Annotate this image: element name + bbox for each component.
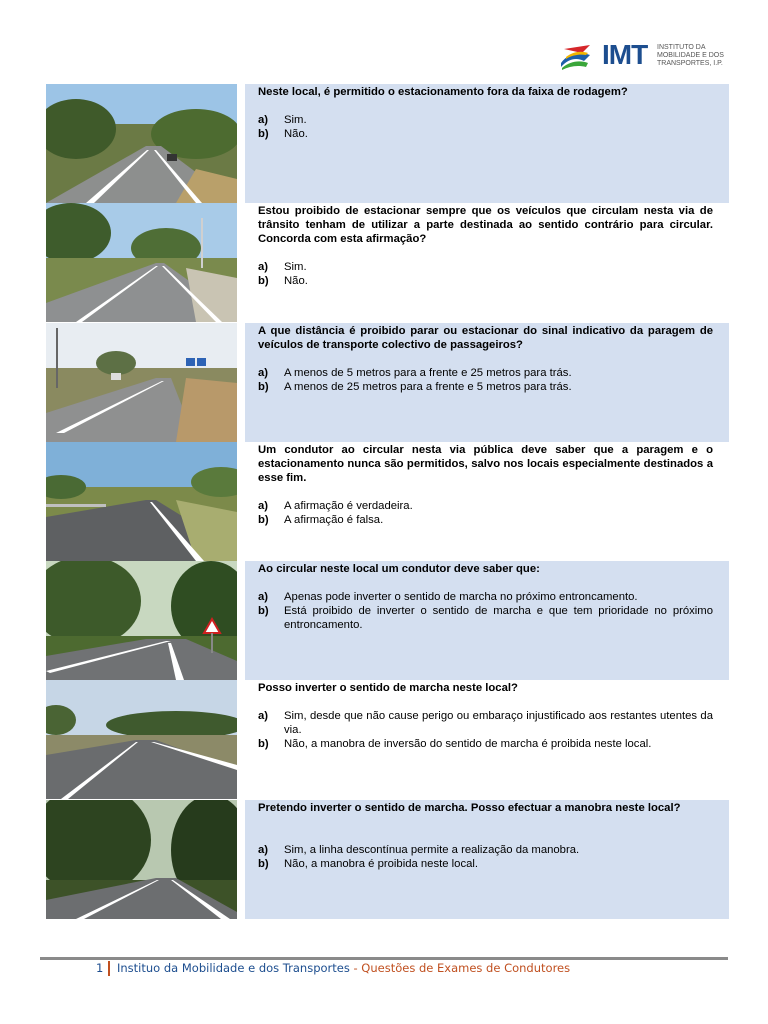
question-box xyxy=(245,203,729,322)
answer-letter: a) xyxy=(258,499,269,512)
question-box xyxy=(245,561,729,680)
question-text: A que distância é proibido parar ou estacionar do sinal indicativo da paragem de veículos de transporte colectivo de passageiros? xyxy=(258,324,713,351)
road-photo xyxy=(46,442,237,561)
answer-list xyxy=(258,366,713,394)
footer-separator xyxy=(108,961,110,976)
answer-letter: b) xyxy=(258,605,269,618)
question-row xyxy=(46,561,729,680)
answer-text: A menos de 25 metros para a frente e 5 metros para trás. xyxy=(284,380,572,393)
answer-letter: a) xyxy=(258,261,269,274)
answer-letter: a) xyxy=(258,366,269,379)
answer-letter: a) xyxy=(258,843,269,856)
answer-text: Sim. xyxy=(284,261,307,274)
answer-letter: b) xyxy=(258,275,269,288)
road-photo-image xyxy=(46,84,237,203)
road-photo xyxy=(46,323,237,442)
footer-title-part1: Instituo da Mobilidade e dos Transportes xyxy=(117,961,350,975)
question-row xyxy=(46,800,729,919)
answer-letter: b) xyxy=(258,380,269,393)
question-text: Posso inverter o sentido de marcha neste local? xyxy=(258,682,518,695)
page-footer xyxy=(40,961,728,977)
answer-text: Está proibido de inverter o sentido de marcha e que tem prioridade no próximo entroncamento. xyxy=(284,605,713,632)
road-photo-image xyxy=(46,203,237,322)
road-photo-image xyxy=(46,680,237,799)
answer-option[interactable] xyxy=(258,513,713,527)
answer-text: A afirmação é falsa. xyxy=(284,513,384,526)
answer-option[interactable] xyxy=(258,499,713,513)
answer-option[interactable] xyxy=(258,737,713,751)
footer-title xyxy=(117,961,570,975)
question-list xyxy=(46,84,729,919)
road-photo xyxy=(46,680,237,799)
institute-name xyxy=(657,44,737,68)
question-text: Pretendo inverter o sentido de marcha. Posso efectuar a manobra neste local? xyxy=(258,801,681,814)
answer-list xyxy=(258,113,713,141)
question-row xyxy=(46,442,729,561)
question-text: Ao circular neste local um condutor deve saber que: xyxy=(258,563,540,576)
answer-list xyxy=(258,843,713,871)
question-row xyxy=(46,680,729,799)
answer-option[interactable] xyxy=(258,590,713,604)
answer-text: Não. xyxy=(284,128,308,140)
answer-letter: b) xyxy=(258,738,269,751)
answer-text: Não, a manobra de inversão do sentido de marcha é proibida neste local. xyxy=(284,738,652,751)
answer-letter: a) xyxy=(258,710,269,723)
answer-list xyxy=(258,709,713,751)
question-box xyxy=(245,323,729,442)
answer-option[interactable] xyxy=(258,127,713,141)
answer-option[interactable] xyxy=(258,709,713,737)
question-text: Um condutor ao circular nesta via pública deve saber que a paragem e o estacionamento nunca são permitidos, salvo nos locais especialmente destinados a esse fim. xyxy=(258,443,713,484)
road-photo-image xyxy=(46,800,237,919)
road-photo xyxy=(46,203,237,322)
answer-list xyxy=(258,260,713,288)
institute-line: INSTITUTO DA xyxy=(657,44,706,51)
answer-option[interactable] xyxy=(258,380,713,394)
question-box xyxy=(245,680,729,799)
answer-letter: a) xyxy=(258,591,269,604)
answer-letter: a) xyxy=(258,114,269,126)
question-box xyxy=(245,442,729,561)
question-box xyxy=(245,800,729,919)
institute-line: MOBILIDADE E DOS xyxy=(657,52,724,59)
question-text: Estou proibido de estacionar sempre que os veículos que circulam nesta via de trânsito tenham de utilizar a parte destinada ao sentido contrário para circular. Concorda com esta afirmação? xyxy=(258,205,713,246)
answer-option[interactable] xyxy=(258,113,713,127)
road-photo-image xyxy=(46,561,237,680)
answer-letter: b) xyxy=(258,128,269,140)
answer-list xyxy=(258,499,713,527)
question-box xyxy=(245,84,729,203)
question-text: Neste local, é permitido o estacionamento fora da faixa de rodagem? xyxy=(258,86,628,98)
road-photo xyxy=(46,561,237,680)
answer-option[interactable] xyxy=(258,260,713,274)
answer-letter: b) xyxy=(258,857,269,870)
question-row xyxy=(46,203,729,322)
road-photo xyxy=(46,800,237,919)
answer-text: Sim, desde que não cause perigo ou embaraço injustificado aos restantes utentes da via. xyxy=(284,710,713,737)
answer-text: Não. xyxy=(284,275,308,288)
answer-text: A menos de 5 metros para a frente e 25 metros para trás. xyxy=(284,366,572,379)
institute-line: TRANSPORTES, I.P. xyxy=(657,60,723,67)
answer-text: Não, a manobra é proibida neste local. xyxy=(284,857,479,870)
footer-title-part2: - Questões de Exames de Condutores xyxy=(349,961,571,975)
answer-option[interactable] xyxy=(258,366,713,380)
question-row xyxy=(46,323,729,442)
page-number: 1 xyxy=(96,961,104,975)
road-photo xyxy=(46,84,237,203)
answer-option[interactable] xyxy=(258,604,713,632)
answer-option[interactable] xyxy=(258,843,713,857)
answer-option[interactable] xyxy=(258,857,713,871)
answer-text: Sim. xyxy=(284,114,307,126)
answer-text: A afirmação é verdadeira. xyxy=(284,499,413,512)
road-photo-image xyxy=(46,442,237,561)
road-photo-image xyxy=(46,323,237,442)
answer-text: Apenas pode inverter o sentido de marcha no próximo entroncamento. xyxy=(284,591,638,604)
imt-logo-text: IMT xyxy=(602,39,648,70)
answer-list xyxy=(258,590,713,632)
answer-letter: b) xyxy=(258,513,269,526)
imt-logo xyxy=(560,41,730,73)
answer-text: Sim, a linha descontínua permite a realização da manobra. xyxy=(284,843,580,856)
answer-option[interactable] xyxy=(258,274,713,288)
imt-logo-mark-icon xyxy=(560,43,600,71)
question-row xyxy=(46,84,729,203)
footer-divider xyxy=(40,957,728,960)
